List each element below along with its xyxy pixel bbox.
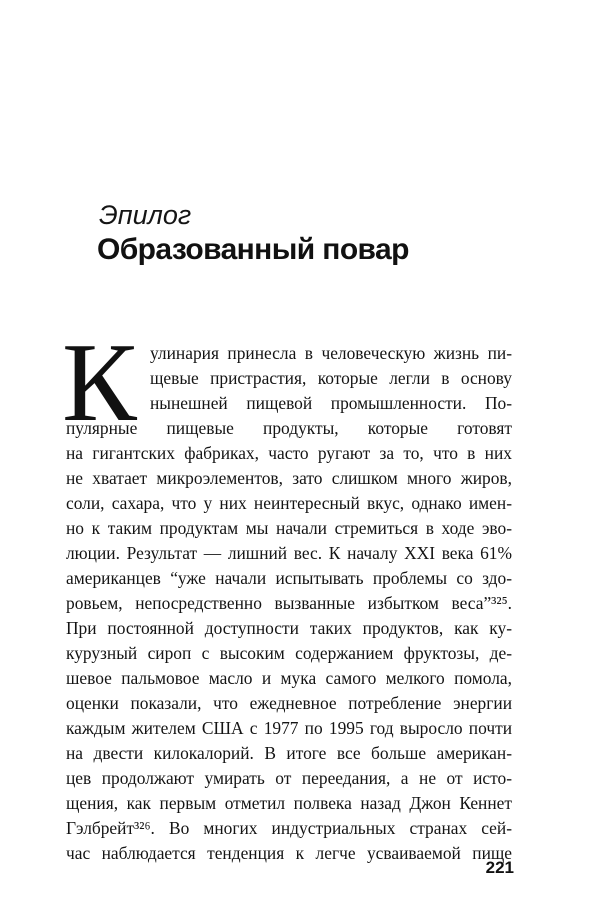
text-line: шевое пальмовое масло и мука самого мелкого помола,	[66, 668, 512, 688]
text-line: При постоянной доступности таких продуктов, как ку-	[66, 618, 512, 638]
text-line: соли, сахара, что у них неинтересный вкус, однако имен-	[66, 493, 512, 513]
page-number: 221	[485, 858, 514, 877]
text-line: Гэлбрейт³²⁶. Во многих индустриальных странах сей-	[66, 818, 512, 838]
text-line: цев продолжают умирать от переедания, а не от исто-	[66, 768, 512, 788]
text-line: не хватает микроэлементов, зато слишком много жиров,	[66, 468, 512, 488]
text-line: нынешней пищевой промышленности. По-	[150, 393, 512, 413]
text-line: люции. Результат — лишний вес. К началу XXI века 61%	[66, 543, 512, 563]
text-line: оценки показали, что ежедневное потребление энергии	[66, 693, 512, 713]
text-line: курузный сироп с высоким содержанием фруктозы, де-	[66, 643, 512, 663]
text-line: ровьем, непосредственно вызванные избытком веса”³²⁵.	[66, 593, 512, 613]
text-line: на двести килокалорий. В итоге все больше американ-	[66, 743, 512, 763]
text-line: час наблюдается тенденция к легче усваиваемой пище	[66, 843, 512, 863]
chapter-title: Образованный повар	[97, 233, 409, 266]
text-line: американцев “уже начали испытывать проблемы со здо-	[66, 568, 512, 588]
text-line: пулярные пищевые продукты, которые готовят	[66, 418, 512, 438]
text-line: но к таким продуктам мы начали стремиться в ходе эво-	[66, 518, 512, 538]
text-line: каждым жителем США с 1977 по 1995 год выросло почти	[66, 718, 512, 738]
chapter-kicker: Эпилог	[99, 200, 192, 230]
text-line: на гигантских фабриках, часто ругают за то, что в них	[66, 443, 512, 463]
drop-cap: К	[62, 321, 137, 445]
text-line: щевые пристрастия, которые легли в основу	[150, 368, 512, 388]
text-line: улинария принесла в человеческую жизнь пи-	[150, 343, 512, 363]
text-line: щения, как первым отметил полвека назад Джон Кеннет	[66, 793, 512, 813]
